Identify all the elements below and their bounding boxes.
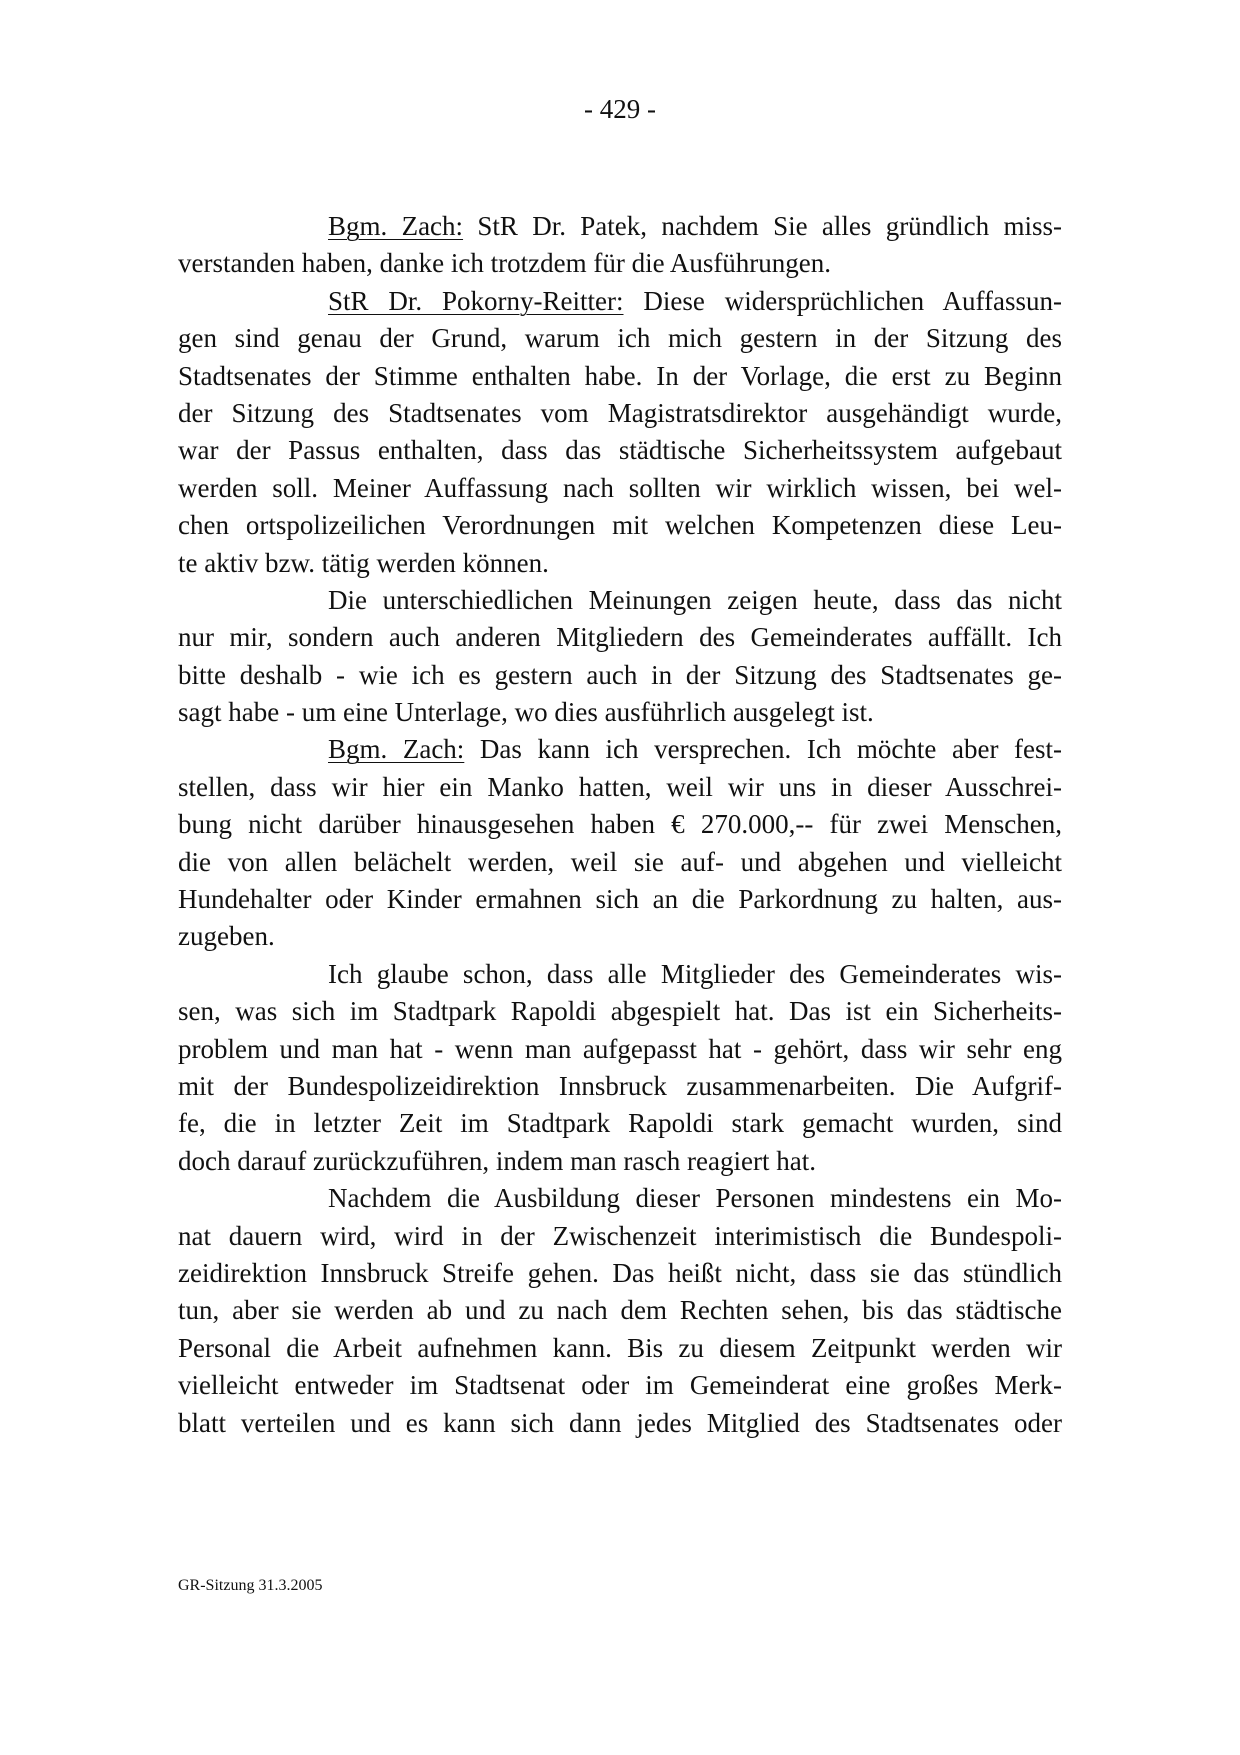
text-line: Hundehalter oder Kinder ermahnen sich an die Parkordnung zu halten, aus- (178, 884, 1062, 915)
text-line: nat dauern wird, wird in der Zwischenzeit interimistisch die Bundespoli- (178, 1220, 1062, 1251)
text-line: te aktiv bzw. tätig werden können. (178, 547, 549, 578)
speaker-label: StR Dr. Pokorny-Reitter: (328, 285, 624, 316)
text-line: chen ortspolizeilichen Verordnungen mit welchen Kompetenzen diese Leu- (178, 510, 1062, 541)
text-line: sen, was sich im Stadtpark Rapoldi abgespielt hat. Das ist ein Sicherheits- (178, 996, 1062, 1027)
text-line: zugeben. (178, 921, 275, 952)
line-text: StR Dr. Patek, nachdem Sie alles gründlich miss- (463, 211, 1062, 241)
text-line: zeidirektion Innsbruck Streife gehen. Das heißt nicht, dass sie das stündlich (178, 1257, 1062, 1288)
text-line: nur mir, sondern auch anderen Mitgliedern des Gemeinderates auffällt. Ich (178, 622, 1062, 653)
text-line: werden soll. Meiner Auffassung nach sollten wir wirklich wissen, bei wel- (178, 472, 1062, 503)
text-line: Personal die Arbeit aufnehmen kann. Bis zu diesem Zeitpunkt werden wir (178, 1332, 1062, 1363)
line-text: Das kann ich versprechen. Ich möchte aber fest- (464, 734, 1062, 765)
text-line (178, 731, 1062, 768)
text-line: sagt habe - um eine Unterlage, wo dies ausführlich ausgelegt ist. (178, 697, 874, 728)
text-line: der Sitzung des Stadtsenates vom Magistratsdirektor ausgehändigt wurde, (178, 397, 1062, 428)
speaker-label: Bgm. Zach: (328, 734, 465, 765)
text-line: bitte deshalb - wie ich es gestern auch in der Sitzung des Stadtsenates ge- (178, 659, 1062, 690)
line-text: Diese widersprüchlichen Auffassun- (623, 285, 1063, 316)
text-line: Stadtsenates der Stimme enthalten habe. In der Vorlage, die erst zu Beginn (178, 360, 1062, 391)
speaker-label: Bgm. Zach: (328, 211, 464, 241)
text-line: verstanden haben, danke ich trotzdem für die Ausführungen. (178, 248, 832, 279)
text-line: die von allen belächelt werden, weil sie auf- und abgehen und vielleicht (178, 846, 1062, 877)
text-line: bung nicht darüber hinausgesehen haben € 270.000,-- für zwei Menschen, (178, 809, 1062, 840)
text-line: Die unterschiedlichen Meinungen zeigen heute, dass das nicht (328, 584, 1062, 615)
text-line: vielleicht entweder im Stadtsenat oder im Gemeinderat eine großes Merk- (178, 1370, 1062, 1401)
text-line: blatt verteilen und es kann sich dann jedes Mitglied des Stadtsenates oder (178, 1407, 1062, 1438)
text-line (178, 283, 1062, 320)
text-line: tun, aber sie werden ab und zu nach dem Rechten sehen, bis das städtische (178, 1295, 1062, 1326)
text-line: stellen, dass wir hier ein Manko hatten, weil wir uns in dieser Ausschrei- (178, 771, 1062, 802)
text-line: problem und man hat - wenn man aufgepasst hat - gehört, dass wir sehr eng (178, 1033, 1062, 1064)
text-line: doch darauf zurückzuführen, indem man rasch reagiert hat. (178, 1145, 816, 1176)
text-line: Nachdem die Ausbildung dieser Personen mindestens ein Mo- (328, 1183, 1062, 1214)
text-line: war der Passus enthalten, dass das städtische Sicherheitssystem aufgebaut (178, 435, 1062, 466)
footer-session-date: GR-Sitzung 31.3.2005 (178, 1577, 323, 1594)
text-line: gen sind genau der Grund, warum ich mich gestern in der Sitzung des (178, 323, 1062, 354)
text-line: fe, die in letzter Zeit im Stadtpark Rapoldi stark gemacht wurden, sind (178, 1108, 1062, 1139)
text-line: Ich glaube schon, dass alle Mitglieder des Gemeinderates wis- (328, 958, 1062, 989)
text-line: mit der Bundespolizeidirektion Innsbruck zusammenarbeiten. Die Aufgrif- (178, 1070, 1062, 1101)
body-text (178, 208, 1062, 1442)
page-number: - 429 - (584, 94, 656, 124)
text-line (178, 208, 1062, 245)
